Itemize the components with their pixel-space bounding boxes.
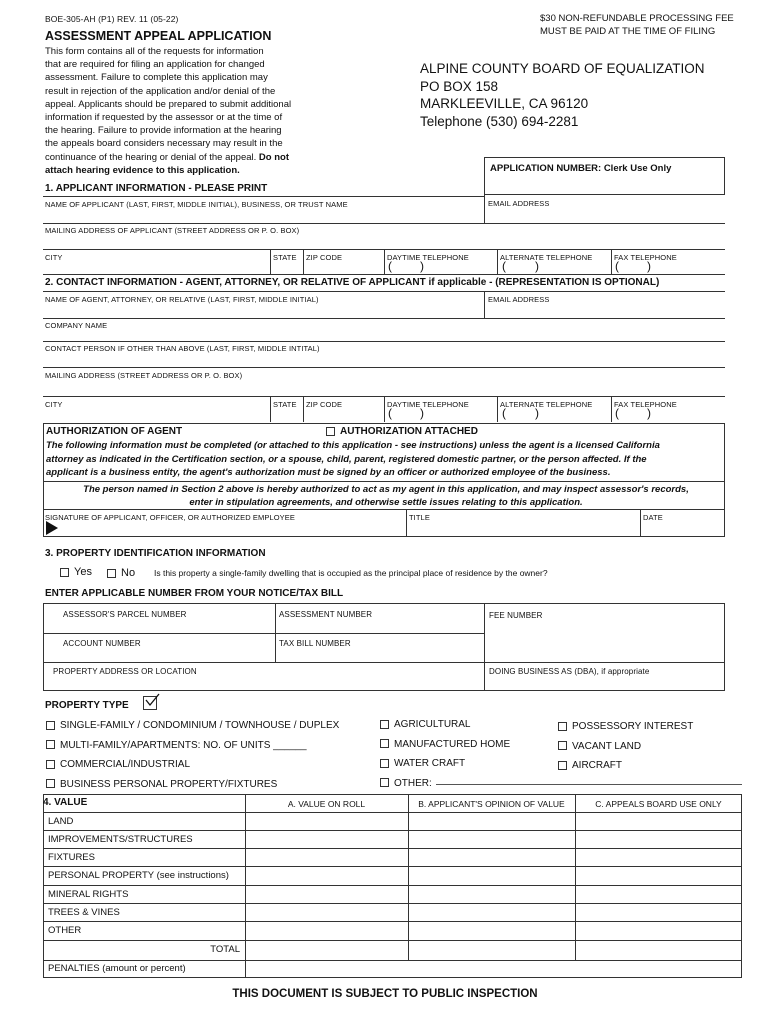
parcel-number-field[interactable]: ASSESSOR'S PARCEL NUMBER <box>63 610 187 619</box>
no-checkbox[interactable] <box>107 569 116 578</box>
tax-bill-number-field[interactable]: TAX BILL NUMBER <box>279 639 351 648</box>
checkbox[interactable] <box>558 741 567 750</box>
checkmark-icon <box>143 696 157 710</box>
property-type-option[interactable] <box>46 775 339 795</box>
intro-line: appeal. Applicants should be prepared to submit additional <box>45 98 292 110</box>
date-field[interactable]: DATE <box>643 513 663 522</box>
property-type-option[interactable] <box>558 756 693 776</box>
option-label: MANUFACTURED HOME <box>394 738 511 750</box>
section3-title: 3. PROPERTY IDENTIFICATION INFORMATION <box>45 548 266 559</box>
checkbox[interactable] <box>46 721 55 730</box>
board-pobox: PO BOX 158 <box>420 78 499 94</box>
applicant-email-field[interactable]: EMAIL ADDRESS <box>488 199 550 208</box>
agent-company-field[interactable]: COMPANY NAME <box>45 321 108 330</box>
agent-state-field[interactable]: STATE <box>273 400 297 409</box>
authorization-attached-label: AUTHORIZATION ATTACHED <box>340 426 478 437</box>
property-type-option[interactable] <box>46 716 339 736</box>
applicant-city-field[interactable]: CITY <box>45 253 63 262</box>
option-label: SINGLE-FAMILY / CONDOMINIUM / TOWNHOUSE / DUPLEX <box>60 720 340 731</box>
title-field[interactable]: TITLE <box>409 513 430 522</box>
agent-zip-field[interactable]: ZIP CODE <box>306 400 343 409</box>
form-id: BOE-305-AH (P1) REV. 11 (05-22) <box>45 14 179 24</box>
option-label: BUSINESS PERSONAL PROPERTY/FIXTURES <box>60 778 278 790</box>
value-row-label: PENALTIES (amount or percent) <box>48 963 186 974</box>
agent-email-field[interactable]: EMAIL ADDRESS <box>488 295 550 304</box>
agent-fax-field[interactable]: FAX TELEPHONE <box>614 400 677 409</box>
option-label: AIRCRAFT <box>572 760 622 771</box>
board-city: MARKLEEVILLE, CA 96120 <box>420 96 589 111</box>
application-number-label: APPLICATION NUMBER: Clerk Use Only <box>490 163 672 174</box>
enter-number-label: ENTER APPLICABLE NUMBER FROM YOUR NOTICE/TAX BILL <box>45 588 344 599</box>
footer-notice: THIS DOCUMENT IS SUBJECT TO PUBLIC INSPECTION <box>232 988 538 1000</box>
property-type-option[interactable] <box>46 736 339 756</box>
option-label: AGRICULTURAL <box>394 719 471 730</box>
fee-line-1: $30 NON-REFUNDABLE PROCESSING FEE <box>540 13 734 24</box>
property-type-col2 <box>380 715 510 793</box>
fee-number-field[interactable]: FEE NUMBER <box>489 611 543 620</box>
board-name: ALPINE COUNTY BOARD OF EQUALIZATION <box>420 61 705 76</box>
checkbox[interactable] <box>380 720 389 729</box>
intro-line-text: continuance of the hearing or denial of the appeal. <box>45 151 257 163</box>
applicant-day-phone-field[interactable]: DAYTIME TELEPHONE <box>387 253 469 262</box>
authorization-text <box>46 439 726 480</box>
other-input-line[interactable] <box>436 784 742 785</box>
authorization-text-line: attorney as indicated in the Certification section, or a spouse, child, parent, registered domestic partner, or the person affected. If the <box>46 453 647 465</box>
agent-name-field[interactable]: NAME OF AGENT, ATTORNEY, OR RELATIVE (LAST, FIRST, MIDDLE INITIAL) <box>45 295 319 304</box>
board-phone: Telephone (530) 694-2281 <box>420 113 579 129</box>
yes-label: Yes <box>74 566 92 578</box>
applicant-zip-field[interactable]: ZIP CODE <box>306 253 343 262</box>
owner-occupied-question: Is this property a single-family dwelling that is occupied as the principal place of residence by the owner? <box>154 568 548 578</box>
agent-city-field[interactable]: CITY <box>45 400 63 409</box>
option-label: POSSESSORY INTEREST <box>572 721 694 732</box>
checkbox[interactable] <box>46 760 55 769</box>
intro-line: assessment. Failure to complete this application may <box>45 72 268 84</box>
applicant-name-field[interactable]: NAME OF APPLICANT (LAST, FIRST, MIDDLE INITIAL), BUSINESS, OR TRUST NAME <box>45 200 348 209</box>
authorization-attached-checkbox[interactable] <box>326 427 335 436</box>
applicant-state-field[interactable]: STATE <box>273 253 297 262</box>
assessment-number-field[interactable]: ASSESSMENT NUMBER <box>279 610 373 619</box>
signature-field[interactable]: SIGNATURE OF APPLICANT, OFFICER, OR AUTHORIZED EMPLOYEE <box>45 513 295 522</box>
value-row-label: OTHER <box>48 925 82 936</box>
col-c-header: C. APPEALS BOARD USE ONLY <box>595 799 722 809</box>
authorization-title: AUTHORIZATION OF AGENT <box>46 426 183 437</box>
intro-bold-inline: Do not <box>258 151 289 163</box>
option-label: VACANT LAND <box>572 740 642 752</box>
col-a-header: A. VALUE ON ROLL <box>287 799 366 809</box>
fee-line-2: MUST BE PAID AT THE TIME OF FILING <box>540 26 716 37</box>
intro-line: information if requested by the assessor or at the time of <box>45 112 283 124</box>
page-title: ASSESSMENT APPEAL APPLICATION <box>45 29 272 43</box>
account-number-field[interactable]: ACCOUNT NUMBER <box>63 639 141 648</box>
option-label: COMMERCIAL/INDUSTRIAL <box>60 759 191 770</box>
section1-title: 1. APPLICANT INFORMATION - PLEASE PRINT <box>45 183 268 194</box>
intro-line: This form contains all of the requests for information <box>45 46 264 57</box>
checkbox[interactable] <box>46 740 55 749</box>
authorization-statement-line: The person named in Section 2 above is hereby authorized to act as my agent in this application, and may inspect assessor's records, <box>83 484 689 495</box>
agent-day-phone-field[interactable]: DAYTIME TELEPHONE <box>387 400 469 409</box>
yes-checkbox[interactable] <box>60 568 69 577</box>
yes-option[interactable] <box>60 566 92 578</box>
property-type-option[interactable] <box>558 717 693 737</box>
value-row-label: IMPROVEMENTS/STRUCTURES <box>48 834 193 845</box>
intro-bold-last: attach hearing evidence to this application. <box>45 164 240 176</box>
intro-line <box>45 151 320 164</box>
authorization-text-line: The following information must be completed (or attached to this application - see instructions) unless the agent is a licensed California <box>46 440 660 451</box>
agent-mailing-field[interactable]: MAILING ADDRESS (STREET ADDRESS OR P. O. BOX) <box>45 371 243 380</box>
no-label: No <box>121 567 136 579</box>
agent-contact-field[interactable]: CONTACT PERSON IF OTHER THAN ABOVE (LAST, FIRST, MIDDLE INTITAL) <box>45 344 320 353</box>
option-label: OTHER: <box>394 777 432 789</box>
checkbox[interactable] <box>380 759 389 768</box>
property-type-option[interactable] <box>46 755 339 775</box>
checkbox[interactable] <box>380 778 389 787</box>
agent-alt-phone-field[interactable]: ALTERNATE TELEPHONE <box>500 400 593 409</box>
no-option[interactable] <box>107 567 135 579</box>
option-label: WATER CRAFT <box>394 758 466 769</box>
property-type-option[interactable] <box>380 735 510 755</box>
property-type-option[interactable] <box>380 754 510 774</box>
value-row-label: PERSONAL PROPERTY (see instructions) <box>48 870 229 881</box>
value-row-label: LAND <box>48 816 74 827</box>
intro-line: the hearing. Failure to provide information at the hearing <box>45 125 282 137</box>
property-type-col1 <box>46 716 339 794</box>
applicant-alt-phone-field[interactable]: ALTERNATE TELEPHONE <box>500 253 593 262</box>
checkbox[interactable] <box>46 779 55 788</box>
authorization-attached[interactable] <box>326 426 478 437</box>
authorization-statement <box>46 483 726 509</box>
property-type-option[interactable] <box>380 715 510 735</box>
value-row-label-total: TOTAL <box>210 944 240 955</box>
authorization-text-line: applicant is a business entity, the agent's authorization must be signed by an officer or authorized employee of the business. <box>46 467 611 478</box>
value-row-label: FIXTURES <box>48 852 95 863</box>
checkbox[interactable] <box>380 739 389 748</box>
dba-field[interactable]: DOING BUSINESS AS (DBA), if appropriate <box>489 667 650 676</box>
col-b-header: B. APPLICANT'S OPINION OF VALUE <box>418 799 565 809</box>
property-address-field[interactable]: PROPERTY ADDRESS OR LOCATION <box>53 667 197 676</box>
applicant-mailing-field[interactable]: MAILING ADDRESS OF APPLICANT (STREET ADDRESS OR P. O. BOX) <box>45 226 300 235</box>
intro-line: result in rejection of the application and/or denial of the <box>45 85 276 97</box>
option-label: MULTI-FAMILY/APARTMENTS: NO. OF UNITS ______ <box>60 739 307 751</box>
board-address <box>420 60 705 130</box>
applicant-fax-field[interactable]: FAX TELEPHONE <box>614 253 677 262</box>
intro-line: that are required for filing an application for changed <box>45 59 265 71</box>
property-type-title: PROPERTY TYPE <box>45 700 129 711</box>
value-row-label: TREES & VINES <box>48 907 120 918</box>
authorization-statement-line: enter in stipulation agreements, and otherwise settle issues relating to this application. <box>189 497 583 508</box>
checkbox[interactable] <box>558 722 567 731</box>
sign-here-arrow-icon <box>46 521 58 535</box>
intro-line: the appeals board considers necessary may result in the <box>45 138 283 150</box>
intro-text <box>45 45 320 177</box>
checkbox[interactable] <box>558 761 567 770</box>
section2-title: 2. CONTACT INFORMATION - AGENT, ATTORNEY, OR RELATIVE OF APPLICANT if applicable - (REPRESENTATION IS OPTIONAL) <box>45 277 660 288</box>
property-type-option[interactable] <box>558 737 693 757</box>
property-type-col3 <box>558 717 693 776</box>
value-row-label: MINERAL RIGHTS <box>48 889 129 900</box>
section4-title: 4. VALUE <box>43 797 88 808</box>
application-number-box[interactable] <box>484 157 725 195</box>
